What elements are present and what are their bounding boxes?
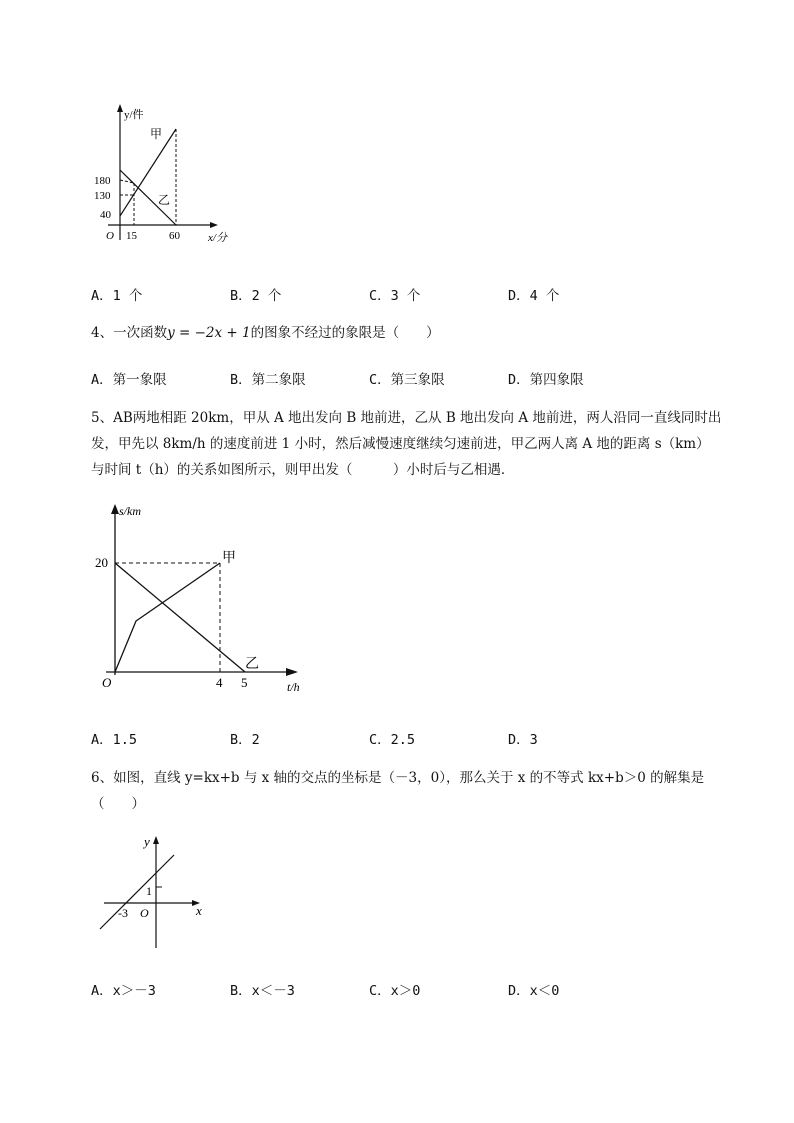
fig1-x-tick-15: 15 [126,230,137,242]
q4-text-after: 的图象不经过的象限是（ ） [250,325,440,341]
q6-line-2: （ ） [91,796,145,812]
q5-option-b[interactable]: B．2 [230,732,260,748]
figure-1-graph [80,100,250,250]
fig1-x-arrow [210,222,218,228]
q5-option-d[interactable]: D．3 [508,732,538,748]
q4-number: 4、 [91,325,114,341]
fig2-x-label: t/h [287,680,300,694]
fig3-y-arrow [153,836,159,844]
fig3-x-tick-neg3: -3 [118,906,128,920]
fig2-line-jia [115,563,220,672]
q3-option-b[interactable]: B．2 个 [230,288,282,304]
fig1-y-tick-130: 130 [94,190,111,202]
fig1-y-tick-40: 40 [100,209,111,221]
q3-option-c[interactable]: C．3 个 [369,288,421,304]
fig1-y-arrow [117,104,123,112]
fig2-y-arrow [111,504,119,514]
fig3-origin: O [140,906,149,920]
figure-3-graph [90,830,220,955]
fig2-label-yi: 乙 [245,657,259,672]
q5-option-c[interactable]: C．2.5 [369,732,416,748]
fig2-y-label: s/km [119,504,141,518]
q5-option-a[interactable]: A．1.5 [91,732,138,748]
q5-line-3: 与时间 t（h）的关系如图所示，则甲出发（ ）小时后与乙相遇． [91,462,515,478]
q6-option-b[interactable]: B．x＜－3 [230,983,295,999]
q4-text-before: 一次函数 [113,325,168,341]
fig2-x-tick-5: 5 [241,675,248,690]
q3-option-a[interactable]: A．1 个 [91,288,143,304]
fig3-y-tick-1: 1 [146,884,152,898]
q5-line-2: 发，甲先以 8km/h 的速度前进 1 小时，然后减慢速度继续匀速前进，甲乙两人离 A 地的距离 s（km） [91,436,710,452]
q6-option-d[interactable]: D．x＜0 [508,983,560,999]
fig1-label-jia: 甲 [150,127,163,141]
fig1-y-label: y/件 [124,109,144,121]
fig2-x-arrow [286,668,298,676]
q4-option-d[interactable]: D．第四象限 [508,372,584,388]
fig1-x-tick-60: 60 [169,230,180,242]
fig1-y-tick-180: 180 [94,175,111,187]
q3-option-d[interactable]: D．4 个 [508,288,560,304]
figure-2-graph [88,500,318,700]
q4-formula: y = −2x + 1 [167,325,251,341]
q4-option-c[interactable]: C．第三象限 [369,372,445,388]
fig3-y-label: y [144,834,150,849]
fig3-x-label: x [196,903,202,918]
fig1-label-yi: 乙 [158,193,171,207]
q5-line-1: 5、AB两地相距 20km，甲从 A 地出发向 B 地前进，乙从 B 地出发向 A 地前进，两人沿同一直线同时出 [91,410,722,426]
q6-option-a[interactable]: A．x＞－3 [91,983,156,999]
q6-line-1: 6、如图，直线 y=kx+b 与 x 轴的交点的坐标是（－3，0），那么关于 x 的不等式 kx+b＞0 的解集是 [91,770,705,786]
fig2-label-jia: 甲 [222,551,236,566]
fig2-x-tick-4: 4 [216,675,223,690]
fig3-line-kx-plus-b [100,855,174,929]
question-4 [91,320,440,346]
q4-option-b[interactable]: B．第二象限 [230,372,306,388]
fig1-x-label: x/分 [208,232,227,244]
fig2-y-tick-20: 20 [95,555,108,570]
fig2-origin: O [102,675,112,690]
fig1-origin: O [106,230,114,242]
q4-option-a[interactable]: A．第一象限 [91,372,167,388]
q6-option-c[interactable]: C．x＞0 [369,983,421,999]
fig2-line-yi [115,563,245,672]
